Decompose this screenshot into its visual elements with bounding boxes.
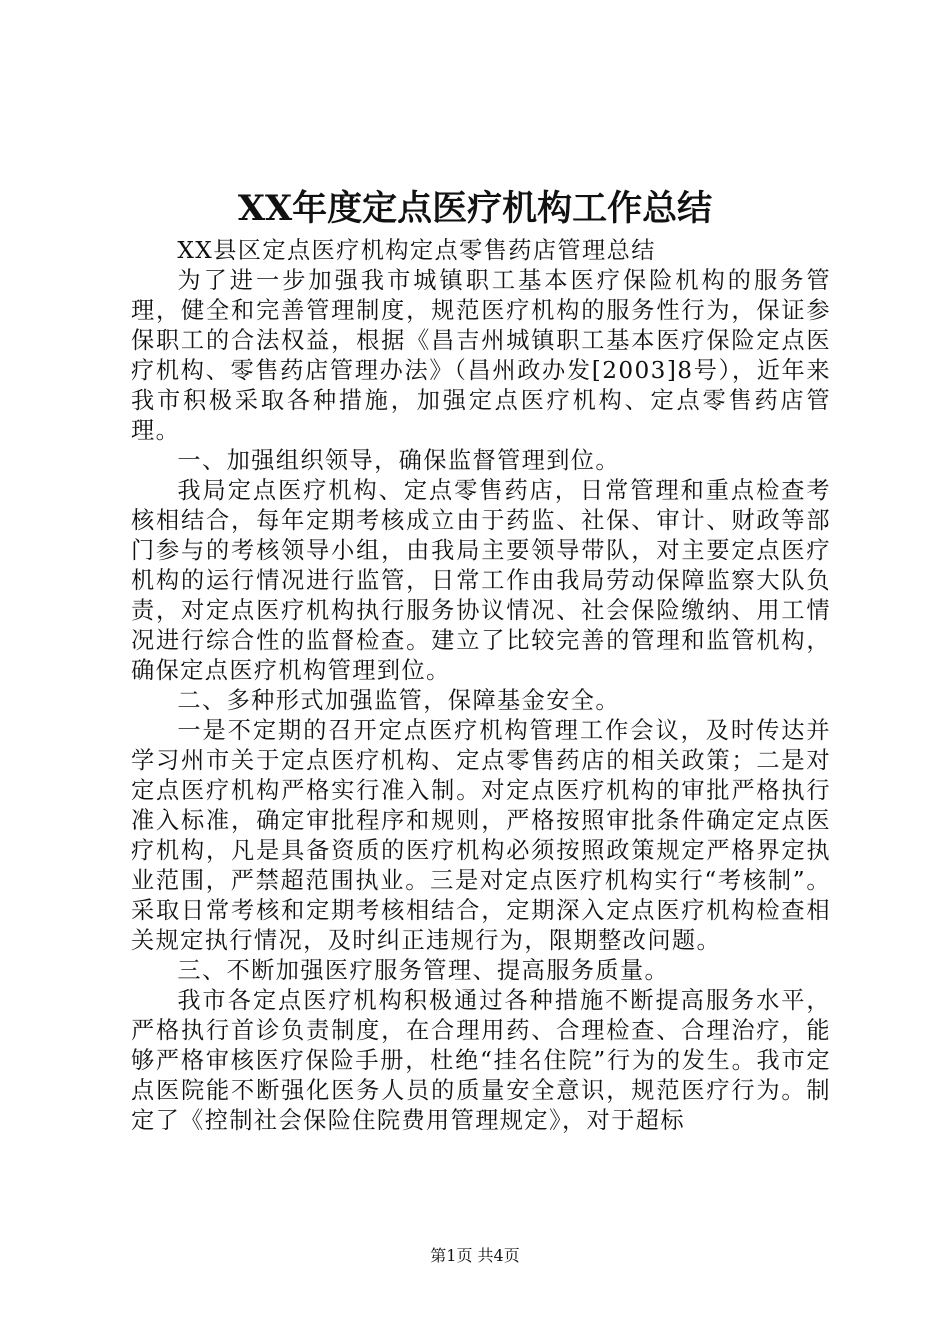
section-heading-2: 二、多种形式加强监管，保障基金安全。 [177,687,620,714]
paragraph-section-3: 我市各定点医疗机构积极通过各种措施不断提高服务水平，严格执行首诊负责制度，在合理用药、合理检查、合理治疗，能够严格审核医疗保险手册，杜绝“挂名住院”行为的发生。我市定点医院能不断强化医务人员的质量安全意识，规范医疗行为。制定了《控制社会保险住院费用管理规定》，对于超标 [131,987,831,1134]
page-footer: 第1页 共4页 [430,1246,520,1265]
document-body [131,236,831,1136]
paragraph-section-1: 我局定点医疗机构、定点零售药店，日常管理和重点检查考核相结合，每年定期考核成立由于药监、社保、审计、财政等部门参与的考核领导小组，由我局主要领导带队，对主要定点医疗机构的运行情况进行监管，日常工作由我局劳动保障监察大队负责，对定点医疗机构执行服务协议情况、社会保险缴纳、用工情况进行综合性的监督检查。建立了比较完善的管理和监管机构，确保定点医疗机构管理到位。 [131,477,831,684]
section-heading-1: 一、加强组织领导，确保监督管理到位。 [177,447,620,474]
paragraph-subtitle: XX县区定点医疗机构定点零售药店管理总结 [177,237,656,264]
paragraph-intro: 为了进一步加强我市城镇职工基本医疗保险机构的服务管理，健全和完善管理制度，规范医疗机构的服务性行为，保证参保职工的合法权益，根据《昌吉州城镇职工基本医疗保险定点医疗机构、零售药店管理办法》（昌州政办发[2003]8号），近年来我市积极采取各种措施，加强定点医疗机构、定点零售药店管理。 [131,267,831,444]
document-title: XX年度定点医疗机构工作总结 [237,188,713,229]
paragraph-section-2: 一是不定期的召开定点医疗机构管理工作会议，及时传达并学习州市关于定点医疗机构、定点零售药店的相关政策；二是对定点医疗机构严格实行准入制。对定点医疗机构的审批严格执行准入标准，确定审批程序和规则，严格按照审批条件确定定点医疗机构，凡是具备资质的医疗机构必须按照政策规定严格界定执业范围，严禁超范围执业。三是对定点医疗机构实行“考核制”。采取日常考核和定期考核相结合，定期深入定点医疗机构检查相关规定执行情况，及时纠正违规行为，限期整改问题。 [131,717,831,954]
section-heading-3: 三、不断加强医疗服务管理、提高服务质量。 [177,957,670,984]
